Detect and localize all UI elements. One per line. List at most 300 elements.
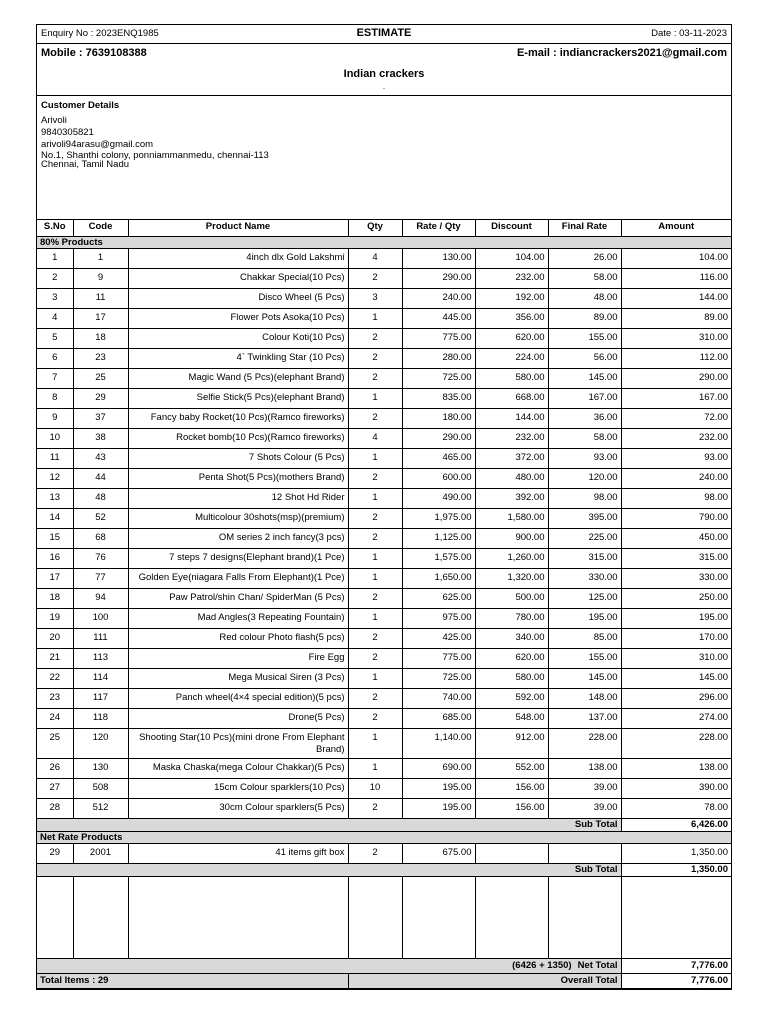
cell-product-name: Fancy baby Rocket(10 Pcs)(Ramco fireworks) [128, 409, 348, 429]
cell-rate: 975.00 [402, 609, 475, 629]
cell-amount: 138.00 [621, 759, 731, 779]
cell-product-name: 7 Shots Colour (5 Pcs) [128, 449, 348, 469]
cell-sno: 11 [37, 449, 73, 469]
cell-qty: 1 [348, 309, 402, 329]
customer-name: Arivoli [41, 115, 67, 126]
cell-discount [475, 844, 548, 864]
net-total-label-cell [37, 959, 621, 974]
cell-final-rate [548, 844, 621, 864]
cell-rate: 740.00 [402, 689, 475, 709]
cell-product-name: Fire Egg [128, 649, 348, 669]
cell-sno: 20 [37, 629, 73, 649]
cell-qty: 2 [348, 469, 402, 489]
cell-code: 508 [73, 779, 128, 799]
customer-details-title: Customer Details [41, 100, 120, 111]
cell-final-rate: 58.00 [548, 429, 621, 449]
cell-qty: 1 [348, 669, 402, 689]
cell-final-rate: 36.00 [548, 409, 621, 429]
table-row [37, 249, 731, 269]
cell-code: 120 [73, 729, 128, 759]
cell-discount: 144.00 [475, 409, 548, 429]
cell-code: 37 [73, 409, 128, 429]
col-final-rate: Final Rate [548, 220, 621, 237]
cell-code: 9 [73, 269, 128, 289]
cell-final-rate: 26.00 [548, 249, 621, 269]
table-row [37, 489, 731, 509]
table-row [37, 709, 731, 729]
cell-qty: 2 [348, 269, 402, 289]
cell-product-name: Drone(5 Pcs) [128, 709, 348, 729]
cell-discount: 480.00 [475, 469, 548, 489]
cell-final-rate: 155.00 [548, 649, 621, 669]
cell-discount: 372.00 [475, 449, 548, 469]
cell-qty: 2 [348, 649, 402, 669]
table-row [37, 689, 731, 709]
cell-final-rate: 93.00 [548, 449, 621, 469]
cell-product-name: Shooting Star(10 Pcs)(mini drone From Elephant Brand) [128, 729, 348, 759]
cell-qty: 2 [348, 329, 402, 349]
table-row [37, 569, 731, 589]
cell-qty: 2 [348, 709, 402, 729]
cell-product-name: Disco Wheel (5 Pcs) [128, 289, 348, 309]
cell-qty: 4 [348, 249, 402, 269]
cell-final-rate: 330.00 [548, 569, 621, 589]
cell-amount: 98.00 [621, 489, 731, 509]
blank-cell [128, 877, 348, 959]
blank-cell [37, 877, 73, 959]
cell-amount: 296.00 [621, 689, 731, 709]
cell-qty: 1 [348, 449, 402, 469]
cell-amount: 170.00 [621, 629, 731, 649]
cell-qty: 1 [348, 489, 402, 509]
cell-sno: 18 [37, 589, 73, 609]
cell-product-name: Rocket bomb(10 Pcs)(Ramco fireworks) [128, 429, 348, 449]
cell-rate: 240.00 [402, 289, 475, 309]
cell-sno: 15 [37, 529, 73, 549]
cell-final-rate: 39.00 [548, 779, 621, 799]
cell-amount: 310.00 [621, 649, 731, 669]
cell-discount: 192.00 [475, 289, 548, 309]
cell-discount: 500.00 [475, 589, 548, 609]
cell-sno: 26 [37, 759, 73, 779]
cell-qty: 2 [348, 844, 402, 864]
cell-rate: 1,650.00 [402, 569, 475, 589]
cell-discount: 900.00 [475, 529, 548, 549]
cell-discount: 232.00 [475, 429, 548, 449]
cell-sno: 12 [37, 469, 73, 489]
cell-sno: 14 [37, 509, 73, 529]
cell-discount: 1,580.00 [475, 509, 548, 529]
cell-amount: 315.00 [621, 549, 731, 569]
cell-code: 68 [73, 529, 128, 549]
cell-final-rate: 137.00 [548, 709, 621, 729]
cell-code: 29 [73, 389, 128, 409]
cell-rate: 445.00 [402, 309, 475, 329]
cell-code: 77 [73, 569, 128, 589]
cell-amount: 450.00 [621, 529, 731, 549]
cell-product-name: Red colour Photo flash(5 pcs) [128, 629, 348, 649]
table-row [37, 409, 731, 429]
cell-product-name: Mad Angles(3 Repeating Fountain) [128, 609, 348, 629]
enquiry-number: Enquiry No : 2023ENQ1985 [41, 28, 159, 39]
cell-code: 94 [73, 589, 128, 609]
cell-discount: 232.00 [475, 269, 548, 289]
table-row [37, 759, 731, 779]
table-row [37, 469, 731, 489]
net-total-value: 7,776.00 [621, 959, 731, 974]
cell-amount: 250.00 [621, 589, 731, 609]
table-row [37, 269, 731, 289]
cell-final-rate: 167.00 [548, 389, 621, 409]
cell-sno: 17 [37, 569, 73, 589]
cell-product-name: 12 Shot Hd Rider [128, 489, 348, 509]
subtotal-row [37, 819, 731, 832]
table-row [37, 309, 731, 329]
cell-code: 118 [73, 709, 128, 729]
net-total-row [37, 959, 731, 974]
cell-code: 1 [73, 249, 128, 269]
cell-code: 25 [73, 369, 128, 389]
cell-qty: 1 [348, 549, 402, 569]
cell-amount: 228.00 [621, 729, 731, 759]
cell-code: 48 [73, 489, 128, 509]
cell-rate: 130.00 [402, 249, 475, 269]
cell-rate: 465.00 [402, 449, 475, 469]
company-name: Indian crackers [343, 68, 425, 80]
cell-code: 512 [73, 799, 128, 819]
company-dot: . [382, 82, 386, 91]
cell-product-name: Selfie Stick(5 Pcs)(elephant Brand) [128, 389, 348, 409]
cell-rate: 490.00 [402, 489, 475, 509]
cell-final-rate: 56.00 [548, 349, 621, 369]
cell-code: 2001 [73, 844, 128, 864]
col-discount: Discount [475, 220, 548, 237]
cell-product-name: Paw Patrol/shin Chan/ SpiderMan (5 Pcs) [128, 589, 348, 609]
section-80-products [37, 237, 731, 249]
section-title: Net Rate Products [37, 832, 731, 844]
mobile-number: Mobile : 7639108388 [41, 47, 147, 59]
cell-qty: 2 [348, 629, 402, 649]
cell-final-rate: 145.00 [548, 369, 621, 389]
cell-qty: 2 [348, 689, 402, 709]
cell-product-name: Multicolour 30shots(msp)(premium) [128, 509, 348, 529]
cell-discount: 1,260.00 [475, 549, 548, 569]
blank-cell [402, 877, 475, 959]
cell-rate: 835.00 [402, 389, 475, 409]
blank-cell [548, 877, 621, 959]
cell-amount: 72.00 [621, 409, 731, 429]
cell-amount: 330.00 [621, 569, 731, 589]
cell-sno: 4 [37, 309, 73, 329]
cell-rate: 290.00 [402, 429, 475, 449]
cell-sno: 9 [37, 409, 73, 429]
cell-amount: 274.00 [621, 709, 731, 729]
table-row [37, 609, 731, 629]
section-net-rate-products [37, 832, 731, 844]
cell-sno: 8 [37, 389, 73, 409]
cell-final-rate: 148.00 [548, 689, 621, 709]
cell-sno: 29 [37, 844, 73, 864]
cell-product-name: Chakkar Special(10 Pcs) [128, 269, 348, 289]
cell-qty: 2 [348, 349, 402, 369]
cell-final-rate: 39.00 [548, 799, 621, 819]
cell-final-rate: 145.00 [548, 669, 621, 689]
cell-amount: 240.00 [621, 469, 731, 489]
cell-sno: 22 [37, 669, 73, 689]
cell-sno: 10 [37, 429, 73, 449]
cell-final-rate: 228.00 [548, 729, 621, 759]
table-row [37, 799, 731, 819]
blank-cell [475, 877, 548, 959]
cell-qty: 4 [348, 429, 402, 449]
cell-discount: 1,320.00 [475, 569, 548, 589]
cell-code: 23 [73, 349, 128, 369]
cell-product-name: Mega Musical Siren (3 Pcs) [128, 669, 348, 689]
cell-sno: 28 [37, 799, 73, 819]
estimate-sheet [36, 24, 732, 990]
cell-code: 117 [73, 689, 128, 709]
cell-sno: 25 [37, 729, 73, 759]
cell-final-rate: 138.00 [548, 759, 621, 779]
customer-details [37, 96, 731, 220]
document-title: ESTIMATE [356, 27, 412, 39]
cell-discount: 224.00 [475, 349, 548, 369]
cell-discount: 668.00 [475, 389, 548, 409]
cell-amount: 145.00 [621, 669, 731, 689]
cell-final-rate: 195.00 [548, 609, 621, 629]
col-product-name: Product Name [128, 220, 348, 237]
cell-sno: 1 [37, 249, 73, 269]
cell-qty: 3 [348, 289, 402, 309]
cell-amount: 89.00 [621, 309, 731, 329]
table-row [37, 549, 731, 569]
cell-rate: 195.00 [402, 799, 475, 819]
blank-row [37, 877, 731, 959]
cell-rate: 690.00 [402, 759, 475, 779]
cell-discount: 552.00 [475, 759, 548, 779]
cell-code: 18 [73, 329, 128, 349]
cell-sno: 6 [37, 349, 73, 369]
items-header-row [37, 220, 731, 237]
net-total-label: Net Total [577, 960, 618, 971]
cell-code: 113 [73, 649, 128, 669]
cell-final-rate: 89.00 [548, 309, 621, 329]
cell-amount: 790.00 [621, 509, 731, 529]
overall-total-value: 7,776.00 [621, 974, 731, 989]
cell-final-rate: 395.00 [548, 509, 621, 529]
cell-amount: 167.00 [621, 389, 731, 409]
table-row [37, 844, 731, 864]
cell-product-name: Penta Shot(5 Pcs)(mothers Brand) [128, 469, 348, 489]
cell-product-name: 41 items gift box [128, 844, 348, 864]
cell-qty: 2 [348, 509, 402, 529]
cell-final-rate: 98.00 [548, 489, 621, 509]
total-items: Total Items : 29 [37, 974, 348, 989]
table-row [37, 649, 731, 669]
cell-code: 52 [73, 509, 128, 529]
cell-qty: 1 [348, 569, 402, 589]
cell-sno: 27 [37, 779, 73, 799]
cell-sno: 7 [37, 369, 73, 389]
estimate-date: Date : 03-11-2023 [651, 28, 727, 39]
subtotal-value: 1,350.00 [621, 864, 731, 877]
col-qty: Qty [348, 220, 402, 237]
cell-product-name: 4` Twinkling Star (10 Pcs) [128, 349, 348, 369]
overall-total-label: Overall Total [348, 974, 621, 989]
cell-qty: 2 [348, 529, 402, 549]
cell-discount: 104.00 [475, 249, 548, 269]
cell-final-rate: 48.00 [548, 289, 621, 309]
cell-discount: 156.00 [475, 799, 548, 819]
items-table [37, 220, 731, 989]
table-row [37, 629, 731, 649]
cell-discount: 912.00 [475, 729, 548, 759]
customer-phone: 9840305821 [41, 127, 94, 138]
cell-rate: 1,575.00 [402, 549, 475, 569]
cell-discount: 620.00 [475, 329, 548, 349]
cell-amount: 144.00 [621, 289, 731, 309]
customer-email: arivoli94arasu@gmail.com [41, 139, 154, 150]
overall-total-row [37, 974, 731, 989]
cell-product-name: Magic Wand (5 Pcs)(elephant Brand) [128, 369, 348, 389]
blank-cell [73, 877, 128, 959]
cell-product-name: 7 steps 7 designs(Elephant brand)(1 Pce) [128, 549, 348, 569]
table-row [37, 669, 731, 689]
cell-rate: 775.00 [402, 329, 475, 349]
cell-discount: 780.00 [475, 609, 548, 629]
cell-final-rate: 225.00 [548, 529, 621, 549]
cell-rate: 1,975.00 [402, 509, 475, 529]
table-row [37, 589, 731, 609]
cell-discount: 392.00 [475, 489, 548, 509]
cell-rate: 775.00 [402, 649, 475, 669]
email-address: E-mail : indiancrackers2021@gmail.com [516, 47, 727, 59]
blank-cell [348, 877, 402, 959]
cell-sno: 13 [37, 489, 73, 509]
cell-discount: 580.00 [475, 669, 548, 689]
cell-rate: 280.00 [402, 349, 475, 369]
table-row [37, 529, 731, 549]
cell-sno: 19 [37, 609, 73, 629]
contact-row [37, 44, 731, 64]
cell-rate: 1,125.00 [402, 529, 475, 549]
cell-amount: 290.00 [621, 369, 731, 389]
col-code: Code [73, 220, 128, 237]
cell-amount: 112.00 [621, 349, 731, 369]
cell-code: 111 [73, 629, 128, 649]
cell-rate: 1,140.00 [402, 729, 475, 759]
cell-discount: 620.00 [475, 649, 548, 669]
cell-sno: 3 [37, 289, 73, 309]
table-row [37, 389, 731, 409]
cell-sno: 23 [37, 689, 73, 709]
table-row [37, 779, 731, 799]
cell-rate: 600.00 [402, 469, 475, 489]
cell-rate: 685.00 [402, 709, 475, 729]
table-row [37, 349, 731, 369]
cell-product-name: 15cm Colour sparklers(10 Pcs) [128, 779, 348, 799]
cell-final-rate: 85.00 [548, 629, 621, 649]
cell-final-rate: 58.00 [548, 269, 621, 289]
cell-rate: 675.00 [402, 844, 475, 864]
subtotal-label: Sub Total [37, 864, 621, 877]
cell-rate: 180.00 [402, 409, 475, 429]
table-row [37, 369, 731, 389]
cell-code: 11 [73, 289, 128, 309]
cell-amount: 1,350.00 [621, 844, 731, 864]
cell-amount: 232.00 [621, 429, 731, 449]
cell-rate: 290.00 [402, 269, 475, 289]
cell-product-name: OM series 2 inch fancy(3 pcs) [128, 529, 348, 549]
cell-amount: 116.00 [621, 269, 731, 289]
cell-discount: 340.00 [475, 629, 548, 649]
cell-final-rate: 315.00 [548, 549, 621, 569]
customer-address-line1: No.1, Shanthi colony, ponniammanmedu, chennai-113 [41, 150, 269, 161]
cell-rate: 625.00 [402, 589, 475, 609]
cell-code: 17 [73, 309, 128, 329]
cell-product-name: Maska Chaska(mega Colour Chakkar)(5 Pcs) [128, 759, 348, 779]
cell-amount: 104.00 [621, 249, 731, 269]
table-row [37, 329, 731, 349]
section-title: 80% Products [37, 237, 731, 249]
cell-qty: 2 [348, 409, 402, 429]
cell-qty: 2 [348, 799, 402, 819]
cell-qty: 1 [348, 609, 402, 629]
cell-discount: 156.00 [475, 779, 548, 799]
cell-code: 100 [73, 609, 128, 629]
cell-code: 76 [73, 549, 128, 569]
cell-code: 130 [73, 759, 128, 779]
cell-qty: 1 [348, 729, 402, 759]
cell-amount: 78.00 [621, 799, 731, 819]
col-amount: Amount [621, 220, 731, 237]
col-sno: S.No [37, 220, 73, 237]
table-row [37, 289, 731, 309]
cell-discount: 548.00 [475, 709, 548, 729]
cell-amount: 93.00 [621, 449, 731, 469]
cell-qty: 2 [348, 369, 402, 389]
cell-sno: 21 [37, 649, 73, 669]
subtotal-value: 6,426.00 [621, 819, 731, 832]
cell-product-name: Panch wheel(4×4 special edition)(5 pcs) [128, 689, 348, 709]
cell-amount: 195.00 [621, 609, 731, 629]
cell-code: 44 [73, 469, 128, 489]
cell-rate: 725.00 [402, 669, 475, 689]
cell-sno: 2 [37, 269, 73, 289]
cell-product-name: Golden Eye(niagara Falls From Elephant)(1 Pce) [128, 569, 348, 589]
cell-product-name: 30cm Colour sparklers(5 Pcs) [128, 799, 348, 819]
cell-final-rate: 125.00 [548, 589, 621, 609]
cell-product-name: 4inch dlx Gold Lakshmi [128, 249, 348, 269]
cell-qty: 2 [348, 589, 402, 609]
cell-rate: 725.00 [402, 369, 475, 389]
cell-amount: 310.00 [621, 329, 731, 349]
cell-final-rate: 120.00 [548, 469, 621, 489]
table-row [37, 429, 731, 449]
estimate-header [37, 25, 731, 44]
cell-final-rate: 155.00 [548, 329, 621, 349]
cell-sno: 5 [37, 329, 73, 349]
cell-qty: 10 [348, 779, 402, 799]
cell-code: 43 [73, 449, 128, 469]
table-row [37, 509, 731, 529]
cell-amount: 390.00 [621, 779, 731, 799]
blank-cell [621, 877, 731, 959]
customer-address-line2: Chennai, Tamil Nadu [41, 159, 130, 170]
cell-qty: 1 [348, 389, 402, 409]
cell-discount: 592.00 [475, 689, 548, 709]
cell-rate: 195.00 [402, 779, 475, 799]
